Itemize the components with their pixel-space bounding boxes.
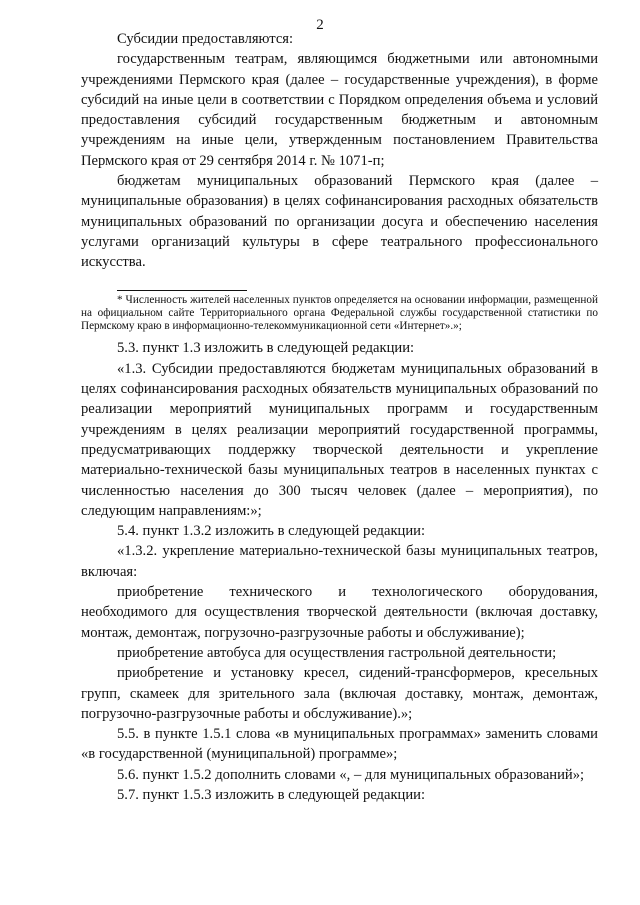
paragraph-5-7: 5.7. пункт 1.5.3 изложить в следующей редакции: [117, 786, 426, 803]
paragraph-equipment: приобретение технического и технологического оборудования, необходимого для осуществления творческой деятельности (включая доставку, монтаж, демонтаж, погрузочно-разгрузочные работы и обслуживание); [81, 584, 598, 641]
paragraph-municipal-budgets: бюджетам муниципальных образований Пермского края (далее – муниципальные образования) в целях софинансирования расходных обязательств муниципальных образований по организации досуга и обеспечению населения услугами организаций культуры в сфере театрального профессионального искусства. [81, 173, 598, 271]
page-number: 2 [316, 17, 324, 33]
paragraph-bus: приобретение автобуса для осуществления гастрольной деятельности; [117, 644, 557, 661]
footnote-divider [117, 290, 247, 291]
document-body [81, 29, 598, 805]
paragraph-5-5: 5.5. в пункте 1.5.1 слова «в муниципальных программах» заменить словами «в государственной (муниципальной) программе»; [81, 726, 598, 763]
paragraph-5-4: 5.4. пункт 1.3.2 изложить в следующей редакции: [117, 523, 426, 540]
paragraph-1-3-text: «1.3. Субсидии предоставляются бюджетам муниципальных образований в целях софинансирования расходных обязательств муниципальных образований по реализации мероприятий муниципальных программ и государственным учреждениям в целях реализации мероприятий государственной программы, предусматривающих поддержку творческой деятельности и укрепление материально-технической базы муниципальных театров в населенных пунктах с численностью населения до 300 тысяч человек (далее – мероприятия), по следующим направлениям:»; [81, 360, 598, 519]
paragraph-state-theaters: государственным театрам, являющимся бюджетными или автономными учреждениями Пермского края (далее – государственные учреждения), в форме субсидий на иные цели в соответствии с Порядком определения объема и условий предоставления субсидий государственным бюджетным и автономным учреждениям на иные цели, утвержденным постановлением Правительства Пермского края от 29 сентября 2014 г. № 1071-п; [81, 51, 598, 169]
paragraph-5-3: 5.3. пункт 1.3 изложить в следующей редакции: [117, 340, 415, 357]
footnote: * Численность жителей населенных пунктов определяется на основании информации, размещенной на официальном сайте Территориального органа Федеральной службы государственной статистики по Пермскому краю в информационно-телекоммуникационной сети «Интернет».»; [81, 293, 598, 333]
paragraph-subsidies-intro: Субсидии предоставляются: [117, 31, 294, 47]
paragraph-1-3-2-text: «1.3.2. укрепление материально-технической базы муниципальных театров, включая: [81, 543, 598, 580]
paragraph-seats: приобретение и установку кресел, сидений-трансформеров, кресельных групп, скамеек для зрительного зала (включая доставку, монтаж, демонтаж, погрузочно-разгрузочные работы и обслуживание).»; [81, 665, 598, 722]
paragraph-5-6: 5.6. пункт 1.5.2 дополнить словами «, – для муниципальных образований»; [117, 766, 585, 783]
